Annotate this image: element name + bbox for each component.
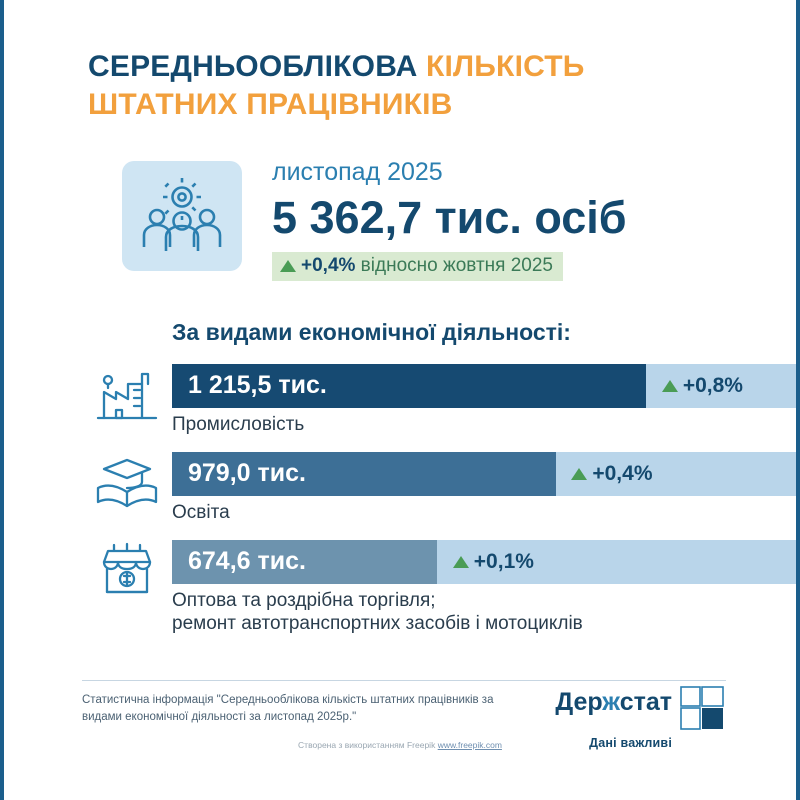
bar-value-label: 979,0 тис. bbox=[188, 459, 306, 488]
up-arrow-icon bbox=[280, 260, 296, 272]
shop-icon bbox=[94, 542, 160, 600]
bar-delta bbox=[453, 540, 534, 584]
footer bbox=[4, 680, 796, 760]
up-arrow-icon bbox=[662, 380, 678, 392]
bar-fill bbox=[172, 452, 556, 496]
bar-area bbox=[172, 364, 796, 408]
brand-name bbox=[555, 690, 672, 715]
workers-gear-icon bbox=[122, 161, 242, 271]
image-credit bbox=[4, 740, 796, 750]
bar-fill bbox=[172, 364, 646, 408]
section-heading: За видами економічної діяльності: bbox=[172, 318, 571, 345]
bar-delta bbox=[662, 364, 743, 408]
education-book-icon bbox=[94, 454, 160, 512]
title-line1-part2: КІЛЬКІСТЬ bbox=[426, 50, 585, 83]
bar-delta-label: +0,1% bbox=[473, 549, 534, 573]
bar-delta-label: +0,4% bbox=[592, 461, 653, 485]
up-arrow-icon bbox=[571, 468, 587, 480]
page-title bbox=[4, 48, 796, 125]
brand-name-part2: ж bbox=[602, 688, 620, 716]
footer-source-note: Статистична інформація "Середньооблікова кількість штатних працівників за видами економічної діяльності за листопад 2025р." bbox=[82, 694, 494, 723]
credit-text: Створена з використанням Freepik bbox=[298, 740, 438, 750]
hero-period: листопад 2025 bbox=[272, 157, 443, 186]
brand-tagline: Дані важливі bbox=[589, 736, 672, 750]
bar-area bbox=[172, 540, 796, 584]
bar-category-label: Освіта bbox=[172, 501, 230, 523]
hero-delta-text: відносно жовтня 2025 bbox=[355, 255, 553, 277]
hero-delta-badge bbox=[272, 252, 563, 281]
up-arrow-icon bbox=[453, 556, 469, 568]
bar-category-line2: ремонт автотранспортних засобів і мотоциклів bbox=[172, 612, 583, 634]
title-line1-part1: СЕРЕДНЬООБЛІКОВА bbox=[88, 50, 426, 83]
title-line2: ШТАТНИХ ПРАЦІВНИКІВ bbox=[88, 88, 453, 122]
hero-summary bbox=[4, 153, 796, 293]
right-border bbox=[796, 0, 800, 800]
factory-icon bbox=[94, 366, 160, 424]
bar-row bbox=[88, 452, 796, 526]
bar-category-label bbox=[172, 589, 796, 635]
bar-category-label: Промисловість bbox=[172, 413, 305, 435]
hero-value: 5 362,7 bbox=[272, 192, 423, 244]
bar-category-line1: Оптова та роздрібна торгівля; bbox=[172, 589, 436, 611]
bar-value-label: 674,6 тис. bbox=[188, 547, 306, 576]
brand-name-part3: стат bbox=[619, 688, 672, 716]
bar-value-label: 1 215,5 тис. bbox=[188, 371, 327, 400]
bar-row bbox=[88, 540, 796, 635]
hero-delta-value: +0,4% bbox=[301, 255, 356, 277]
bar-fill bbox=[172, 540, 437, 584]
brand-name-part1: Дер bbox=[555, 688, 603, 716]
derzhstat-logo-icon bbox=[680, 686, 724, 730]
footer-divider bbox=[82, 680, 726, 681]
bar-row bbox=[88, 364, 796, 438]
hero-value-row bbox=[272, 192, 742, 244]
freepik-link[interactable]: www.freepik.com bbox=[437, 740, 502, 750]
bar-delta bbox=[571, 452, 652, 496]
bar-area bbox=[172, 452, 796, 496]
bar-chart bbox=[4, 364, 796, 635]
hero-unit: тис. осіб bbox=[422, 192, 627, 244]
bar-delta-label: +0,8% bbox=[682, 373, 743, 397]
